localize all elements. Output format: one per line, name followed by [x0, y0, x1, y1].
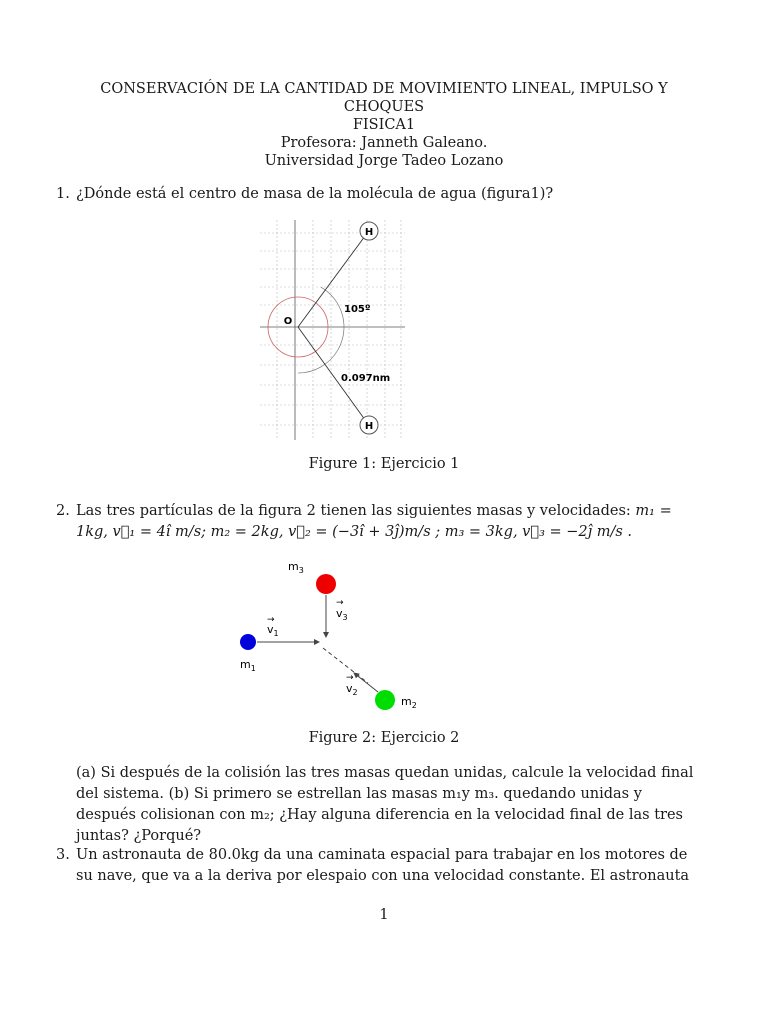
- mass-m3: [316, 574, 336, 594]
- atom-label-h-bottom: H: [364, 421, 374, 432]
- question-text: ¿Dónde está el centro de masa de la molécula de agua (figura1)?: [76, 186, 554, 202]
- document-header: [40, 80, 728, 170]
- water-molecule-figure: [255, 215, 415, 445]
- vector-arrow-v2: →: [346, 673, 354, 683]
- title-line-1: CONSERVACIÓN DE LA CANTIDAD DE MOVIMIENTO LINEAL, IMPULSO Y: [100, 81, 668, 97]
- question-math-line: 1kg, v⃗₁ = 4î m/s; m₂ = 2kg, v⃗₂ = (−3î + 3ĵ)m/s ; m₃ = 3kg, v⃗₃ = −2ĵ m/s .: [76, 524, 633, 540]
- question-number: 1.: [56, 186, 70, 202]
- question-1: [56, 184, 736, 206]
- figure-1-caption: Figure 1: Ejercicio 1: [308, 456, 460, 472]
- distance-label: 0.097nm: [341, 373, 391, 384]
- title-line-2: CHOQUES: [343, 99, 425, 115]
- grid-lines: [260, 220, 405, 440]
- parts-line-1: (a) Si después de la colisión las tres masas quedan unidas, calcule la velocidad final: [76, 765, 694, 781]
- question-number: 3.: [56, 847, 70, 863]
- question-2-parts: [76, 763, 721, 847]
- label-m2: $m_2$: [401, 695, 417, 710]
- label-v3: $v_3$: [336, 607, 348, 622]
- axes: [260, 220, 405, 440]
- professor-name: Profesora: Janneth Galeano.: [280, 135, 488, 151]
- particles-figure: [228, 555, 428, 720]
- atom-label-h-top: H: [364, 227, 374, 238]
- question-3-line-2: su nave, que va a la deriva por elespaio con una velocidad constante. El astronauta: [76, 868, 690, 884]
- mass-m1: [240, 634, 256, 650]
- question-3-line-1: Un astronauta de 80.0kg da una caminata espacial para trabajar en los motores de: [76, 847, 688, 863]
- parts-line-2: del sistema. (b) Si primero se estrellan las masas m₁y m₃. quedando unidas y: [76, 786, 642, 802]
- university-name: Universidad Jorge Tadeo Lozano: [264, 153, 504, 169]
- parts-line-3: después colisionan con m₂; ¿Hay alguna diferencia en la velocidad final de las tres: [76, 807, 683, 823]
- figure-2-caption: Figure 2: Ejercicio 2: [308, 730, 460, 746]
- angle-label: 105º: [344, 304, 371, 315]
- vector-arrow-v1: →: [267, 615, 275, 625]
- label-v1: $v_1$: [267, 623, 279, 638]
- course-name: FISICA1: [352, 117, 416, 133]
- question-number: 2.: [56, 503, 70, 519]
- question-text: Las tres partículas de la figura 2 tienen las siguientes masas y velocidades:: [76, 503, 631, 519]
- math-m1: m₁ =: [635, 503, 672, 519]
- mass-m2: [375, 690, 395, 710]
- label-m3: $m_3$: [288, 560, 304, 575]
- parts-line-4: juntas? ¿Porqué?: [76, 828, 202, 844]
- label-m1: $m_1$: [240, 658, 256, 673]
- label-v2: $v_2$: [346, 682, 358, 697]
- atom-label-o: O: [283, 316, 293, 327]
- page-number: 1: [379, 907, 389, 923]
- vector-arrow-v3: →: [336, 598, 344, 608]
